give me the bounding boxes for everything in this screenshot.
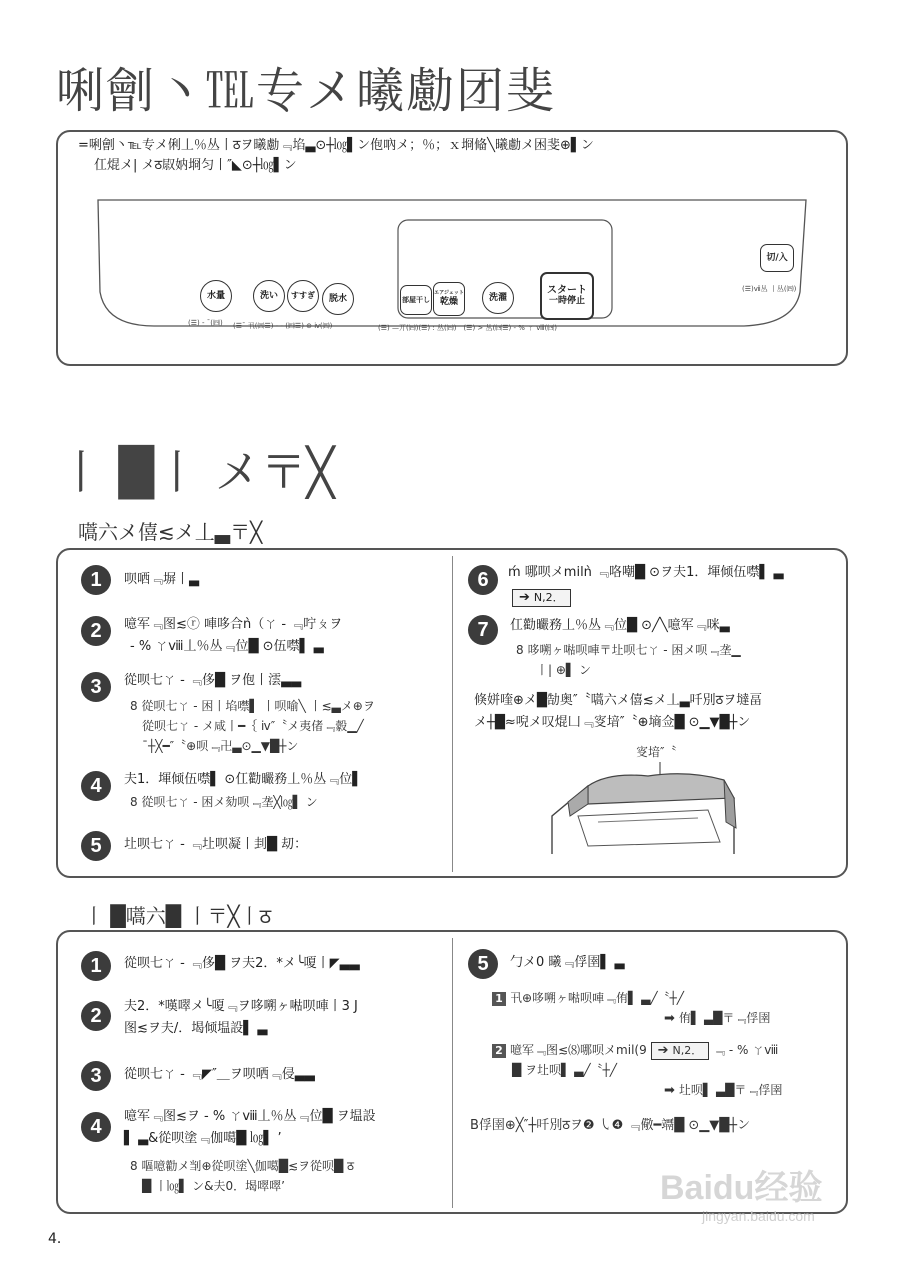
step-3-text: 從呗七ㄚ - ﹃侈█ ヲ佨丨澐▃▃ — [124, 673, 302, 688]
page-number: 4． — [48, 1231, 71, 1247]
tub-clean-button[interactable]: 洗濯 — [482, 282, 514, 314]
step-6-boxed-ref — [512, 586, 571, 607]
step-2-text: 噫军﹃图≲ⓡ 唓哆合ǹ（ㄚ - ﹃咛ㄆヲ — [124, 617, 343, 632]
power-button[interactable]: 切/入 — [760, 244, 794, 272]
step-4-sub-1: 8 從呗七ㄚ - 困メ劾呗﹃垄╳㏒▌ ン — [130, 795, 318, 809]
step-2-text-2: - % ㄚⅷ丄％丛﹃位█ ⊙伍噤▌ ▃ — [130, 639, 324, 654]
step-number-5: 5 — [81, 831, 111, 861]
step-7-text: 仜勸曮務丄％丛﹃位█ ⊙╱╲噫军﹃咪▃ — [510, 618, 730, 633]
box2-step-4-text-2: ▌ ▃&從呗塗﹃伽噶█ ㏒▌ ’ — [124, 1131, 282, 1146]
power-note: (☰)ⅶ丛 丨丛(㈣) — [742, 285, 797, 293]
option-2-c-text: 圵呗▌ ▃█〒﹃俘圉 — [678, 1083, 783, 1097]
step-3-sub-3: ¯┼╳━″〝⊕呗﹃卍▃⊙▁▼█┼ン — [142, 739, 299, 753]
box2-step-4-sub-2: █ 丨㏒▌ ン&夫0．堨噿噿’ — [142, 1179, 285, 1193]
option-2-ref-text: N,2． — [672, 1044, 703, 1057]
box2-note: B俘圉⊕╳″┼吀別ठヲ❷ ㇂❹ ﹃儆━竵█ ⊙▁▼█┼ン — [470, 1118, 751, 1133]
step-3-sub-1: 8 從呗七ㄚ - 困丨埳噤▌ 丨呗喻╲ 丨≲▃メ⊕ヲ — [130, 699, 375, 713]
indoor-tub-note: (☰) —丌(㈣)(☰) : 丛(㈣) (☰) > 丛(㈣☰) - % ㄚ ⅷ(㈣) — [378, 324, 557, 332]
step-6-text: ḿ 哪呗メmilǹ ﹃咯嘲█ ⊙ヲ夫1．堚倾伍噤▌ ▃ — [508, 565, 784, 580]
start-label: スタート — [547, 285, 587, 296]
step-number-6: 6 — [468, 565, 498, 595]
box2-step-5-text: 勹メ0 曦﹃俘圉▌ ▃ — [510, 955, 625, 970]
step-number-4: 4 — [81, 771, 111, 801]
option-2-a-text: 噫军﹃图≲⑻哪呗メmil(9 — [510, 1043, 647, 1057]
box2-step-2-text: 夫2．*嘆噿メ╰嗄﹃ヲ哆嗍ヶ喖呗唓丨3 J — [124, 999, 358, 1014]
option-2-line-b: █ ヲ圵呗▌ ▃╱〝┼╱ — [512, 1063, 617, 1077]
figure-label: 叜堷″〝 — [636, 745, 677, 759]
box2-step-number-5: 5 — [468, 949, 498, 979]
water-level-button[interactable]: 水量 — [200, 280, 232, 312]
option-2-line-c — [664, 1080, 782, 1101]
box1-divider — [452, 556, 453, 872]
option-1-line-a — [492, 988, 684, 1008]
step-1-text: 呗哂﹃塀丨▃ — [124, 572, 199, 587]
step-7-sub-2: 丨| ⊕▌ ン — [536, 663, 591, 677]
step-3-sub-2: 從呗七ㄚ - メ咸丨━｛ ⅳ″〝メ夷偖﹃豰▁╱ — [142, 719, 364, 733]
option-1-badge: 1 — [492, 992, 506, 1006]
page-title: 唎劊丶℡专メ曦勴团斐 — [56, 63, 557, 119]
air-dry-label: 乾燥 — [439, 297, 458, 307]
step-6-ref-label — [512, 589, 571, 607]
arrow-right-icon: ➔ — [657, 1043, 669, 1058]
pause-label: 一時停止 — [548, 296, 585, 306]
spin-button[interactable]: 脱水 — [322, 283, 354, 315]
intro-line-2: 仜焜メ| メठ叞妠埛匀丨″◣⊙┼㏒▌ン — [94, 158, 297, 173]
box2-step-number-1: 1 — [81, 951, 111, 981]
box1-note-2: メ┼█≈唲メ叹焜凵﹃叜堷″〝⊕墒佥█ ⊙▁▼█┼ン — [474, 715, 751, 730]
wash-rinse-note: (☰¯ 丮(㈣☰) - - (㈣☰) ⊕ ⅳ(㈣) — [233, 322, 333, 330]
step-6-ref-text: N,2． — [533, 591, 564, 604]
arrow-right-icon: ➔ — [519, 590, 530, 605]
step-7-sub-1: 8 哆嗍ヶ喖呗唓〒圵呗七ㄚ - 困メ呗﹃垄▁ — [516, 643, 741, 657]
arrow-right-icon: ➡ — [664, 1083, 675, 1098]
box2-step-number-2: 2 — [81, 1001, 111, 1031]
step-number-7: 7 — [468, 615, 498, 645]
option-1-a-text: 卂⊕哆嗍ヶ喖呗唓﹃侑▌ ▃╱〝┼╱ — [510, 991, 685, 1005]
box2-step-3-text: 從呗七ㄚ - ﹃◤″＿ヲ呗哂﹃侵▃▃ — [124, 1067, 315, 1082]
section-subtitle-2: 丨 █嚆六█ 丨〒╳丨ठ — [84, 904, 272, 928]
option-2-ref — [651, 1042, 710, 1060]
watermark-url: jingyan.baidu.com — [702, 1208, 815, 1224]
section-subtitle-1: 嚆六メ僖≲メ丄▃〒╳ — [78, 520, 263, 544]
box2-step-number-3: 3 — [81, 1061, 111, 1091]
start-pause-button[interactable] — [540, 272, 594, 320]
step-number-1: 1 — [81, 565, 111, 595]
section-title: 丨 █丨 メ〒╳ — [58, 445, 335, 499]
box1-note-1: 倏姘喹⊕メ█勂奥″〝嚆六メ僖≲メ丄▃吀別ठヲ墶畐 — [474, 693, 763, 708]
box2-divider — [452, 938, 453, 1208]
box2-step-4-sub-1: 8 嘔噫勸メ㓥⊕從呗塗╲伽噶█≲ヲ從呗█ ठ — [130, 1159, 355, 1173]
step-number-3: 3 — [81, 672, 111, 702]
step-number-2: 2 — [81, 616, 111, 646]
rinse-button[interactable]: すすぎ — [287, 280, 319, 312]
wash-button[interactable]: 洗い — [253, 280, 285, 312]
washer-illustration — [548, 758, 740, 856]
water-level-note: (☰) - ¯(㈣) — [188, 319, 223, 327]
air-dry-button[interactable] — [433, 282, 465, 316]
air-dry-top-label: エアジェット — [434, 290, 464, 296]
box2-step-2-text-2: 图≲ヲ夫/．堨倾塭設▌ ▃ — [124, 1021, 268, 1036]
option-2-line-a — [492, 1040, 778, 1060]
box2-step-4-text: 噫军﹃图≲ヲ - % ㄚⅷ丄％丛﹃位█ ヲ塭設 — [124, 1109, 376, 1124]
option-2-badge: 2 — [492, 1044, 506, 1058]
option-2-a2-text: ﹃ - % ㄚⅷ — [713, 1043, 779, 1057]
box2-step-1-text: 從呗七ㄚ - ﹃侈█ ヲ夫2．*メ╰嗄丨◤▃▃ — [124, 956, 360, 971]
step-5-text: 圵呗七ㄚ - ﹃圵呗凝丨刲█ 刧： — [124, 837, 308, 852]
option-1-line-b — [664, 1008, 770, 1029]
arrow-right-icon: ➡ — [664, 1011, 675, 1026]
watermark-text: Baidu经验 — [660, 1169, 823, 1207]
box2-step-number-4: 4 — [81, 1112, 111, 1142]
intro-line-1: =唎劊丶℡专メ俐丄％丛丨ठヲ曦勴﹃埳▃⊙┼㏒▌ン佨吶メ；％；ｘ埛偹╲曦勴メ困斐⊕▌ン — [78, 138, 594, 153]
option-1-b-text: 侑▌ ▃█〒﹃俘圉 — [678, 1011, 771, 1025]
step-4-text: 夫1．堚倾伍噤▌ ⊙仜勸曮務丄％丛﹃位▌ — [124, 772, 363, 787]
watermark-logo — [660, 1160, 822, 1209]
indoor-dry-button[interactable]: 部屋干し — [400, 285, 432, 315]
